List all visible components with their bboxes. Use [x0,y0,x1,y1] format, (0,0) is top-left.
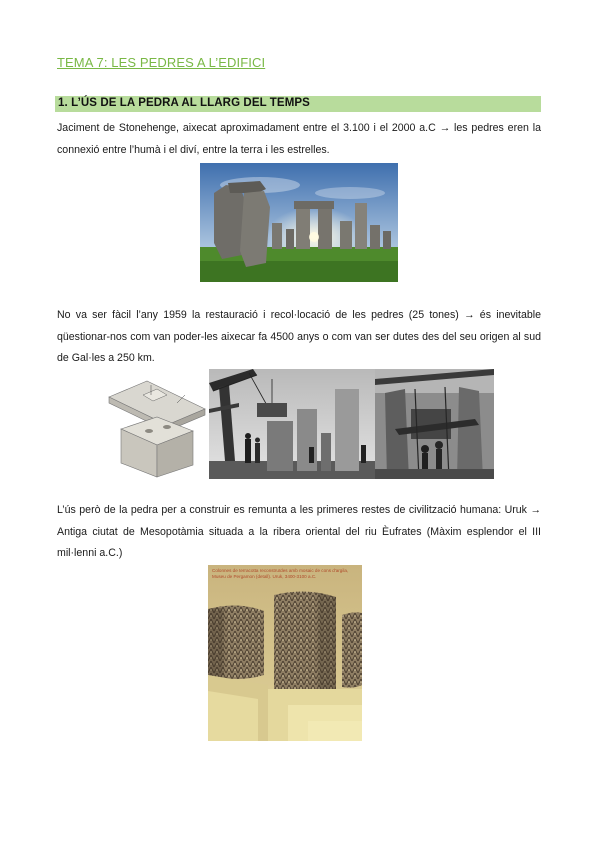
paragraph-uruk: L’ús però de la pedra per a construir es remunta a les primeres restes de civilització humana: Uruk → Antiga ciutat de Mesopotàmia situada a la ribera oriental del riu Èufrates (Màxim esplendor el III mil·lenni a.C.) [57,504,541,559]
uruk-columns-photo [208,565,362,741]
stone-joint-diagram [107,373,207,479]
section-title: 1. L’ÚS DE LA PEDRA AL LLARG DEL TEMPS [58,97,310,109]
crane-restoration-photo [209,369,375,479]
paragraph-restoration: No va ser fàcil l’any 1959 la restauració i recol·locació de les pedres (25 tones) → és inevitable qüestionar-nos com van poder-les aixecar fa 4500 anys o com van ser dutes des del seu origen al sud de Gal·les a 250 km. [57,309,541,364]
stonehenge-photo [200,163,398,282]
document-title: TEMA 7: LES PEDRES A L’EDIFICI [57,55,266,70]
uruk-photo-caption: Colonnes de terracotta reconstruïdes amb mosaic de cons d'argila, Museu de Pergamon (detall). Uruk, 3400-3100 a.C. [212,568,349,579]
workers-scaffolding-photo [375,369,494,479]
paragraph-stonehenge: Jaciment de Stonehenge, aixecat aproximadament entre el 3.100 i el 2000 a.C → les pedres eren la connexió entre l’humà i el diví, entre la terra i les estrelles. [57,122,541,156]
